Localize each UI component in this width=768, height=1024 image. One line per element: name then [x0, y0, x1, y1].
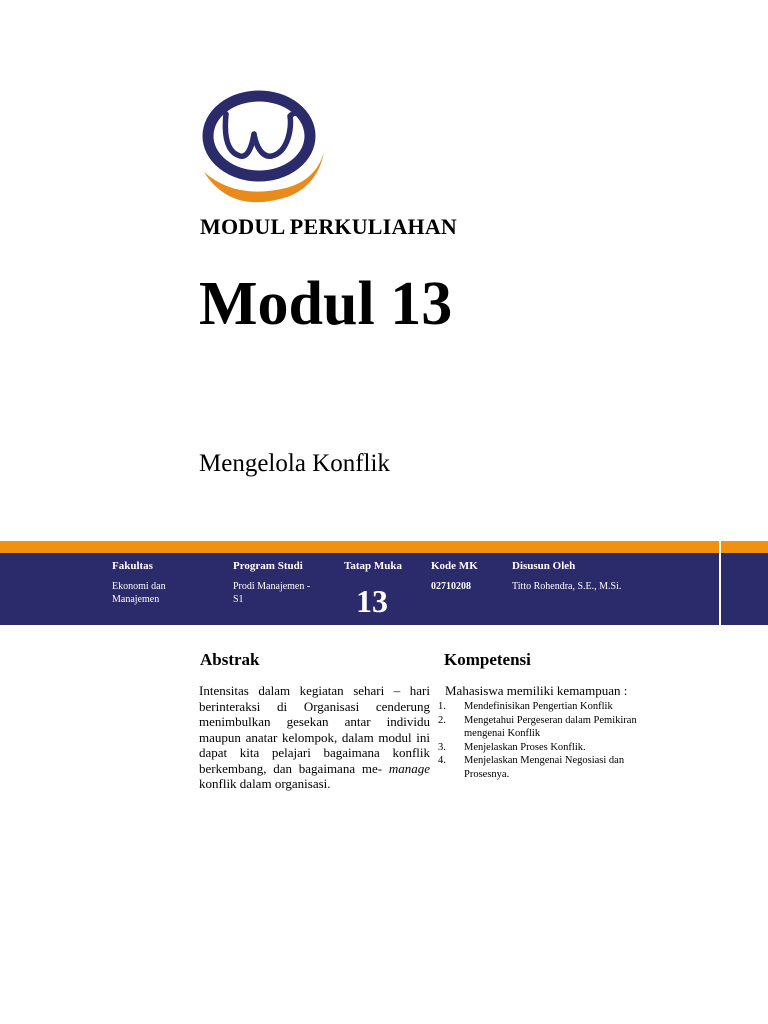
- tatap-muka-value: 13: [356, 583, 388, 619]
- prodi-value: Prodi Manajemen - S1: [233, 581, 311, 605]
- list-item: 2. Mengetahui Pergeseran dalam Pemikiran mengenai Konflik: [438, 714, 637, 739]
- orange-band: [0, 541, 768, 553]
- tatap-muka-label: Tatap Muka: [344, 560, 402, 572]
- kompetensi-heading: Kompetensi: [444, 650, 531, 669]
- abstrak-text: Intensitas dalam kegiatan sehari – hari berinteraksi di Organisasi cenderung menimbulkan gesekan antar individu maupun anatar kelompok, dalam modul ini dapat kita pelajari bagaimana konflik berkembang, dan bagaimana me- manage konflik dalam organisasi.: [199, 683, 430, 791]
- kompetensi-list: [438, 700, 670, 781]
- list-item: 1. Mendefinisikan Pengertian Konflik: [438, 701, 613, 712]
- list-item: 4. Menjelaskan Mengenai Negosiasi dan Prosesnya.: [438, 755, 625, 780]
- kode-mk-value: 02710208: [431, 581, 471, 592]
- kompetensi-intro: Mahasiswa memiliki kemampuan :: [445, 683, 628, 698]
- module-label: MODUL PERKULIAHAN: [200, 214, 458, 239]
- module-title: Modul 13: [199, 270, 453, 338]
- disusun-oleh-label: Disusun Oleh: [512, 560, 576, 572]
- fakultas-value: Ekonomi dan Manajemen: [112, 581, 166, 605]
- list-item: 3. Menjelaskan Proses Konflik.: [438, 741, 586, 753]
- module-subtitle: Mengelola Konflik: [199, 450, 390, 477]
- prodi-label: Program Studi: [233, 560, 303, 572]
- university-logo: [196, 88, 330, 208]
- kode-mk-label: Kode MK: [431, 560, 478, 572]
- abstrak-heading: Abstrak: [200, 650, 260, 669]
- disusun-oleh-value: Titto Rohendra, S.E., M.Si.: [512, 581, 622, 592]
- fakultas-label: Fakultas: [112, 560, 153, 572]
- band-divider: [719, 541, 721, 625]
